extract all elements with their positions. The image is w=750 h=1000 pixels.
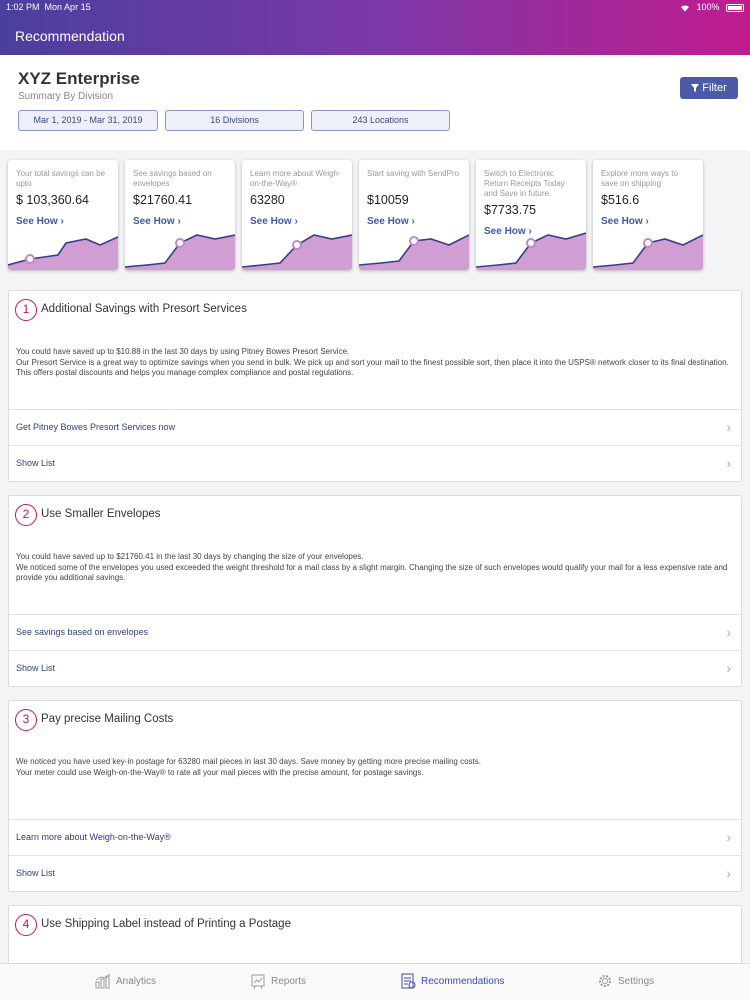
locations-pill[interactable]: 243 Locations	[311, 110, 450, 131]
section-number: 4	[15, 914, 37, 936]
card-description: Learn more about Weigh-on-the-Way®	[250, 169, 341, 188]
app-header	[0, 0, 750, 55]
status-date: Mon Apr 15	[44, 2, 91, 12]
see-how-link[interactable]: See How ›	[601, 216, 649, 227]
tab-label: Analytics	[116, 976, 157, 987]
recommendations-icon	[400, 973, 416, 989]
card-value: $21760.41	[133, 193, 193, 207]
page-title: Recommendation	[15, 28, 125, 44]
card-description: Start saving with SendPro	[367, 169, 460, 178]
section-title: Pay precise Mailing Costs	[41, 713, 174, 725]
section-body: We noticed you have used key-in postage for 63280 mail pieces in last 30 days. Save money by getting more precise mailing costs. Your meter could use Weigh-on-the-Way® to rate all your mail pieces with the precise amount, for postage savings.	[16, 757, 481, 777]
sparkline-chart	[476, 225, 586, 270]
recommendation-section	[8, 700, 742, 892]
section-title: Use Smaller Envelopes	[41, 508, 161, 520]
reports-icon	[250, 973, 266, 989]
action-label: Get Pitney Bowes Presort Services now	[16, 422, 176, 432]
wifi-icon	[680, 4, 690, 12]
date-range-pill[interactable]: Mar 1, 2019 - Mar 31, 2019	[18, 110, 158, 131]
sparkline-chart	[242, 225, 352, 270]
savings-card[interactable]	[359, 160, 469, 270]
chevron-right-icon: ›	[726, 829, 731, 845]
show-list-row[interactable]	[9, 855, 741, 891]
savings-card[interactable]	[476, 160, 586, 270]
sparkline-chart	[359, 225, 469, 270]
action-label: See savings based on envelopes	[16, 627, 149, 637]
section-body: You could have saved up to $10.88 in the last 30 days by using Pitney Bowes Presort Service. Our Presort Service is a great way to optimize savings when you send in bulk. We pick up and sort your mail to the finest possible sort, then place it into the USPS® network closer to its final destination. This offers postal discounts and helps you manage complex compliance and postal regulations.	[16, 347, 729, 377]
recommendation-section	[8, 290, 742, 482]
filter-button[interactable]	[680, 77, 738, 99]
card-value: $7733.75	[484, 203, 537, 217]
show-list-row[interactable]	[9, 445, 741, 481]
summary-panel	[0, 55, 750, 150]
section-title: Use Shipping Label instead of Printing a Postage	[41, 918, 291, 930]
see-how-link[interactable]: See How ›	[16, 216, 64, 227]
section-title: Additional Savings with Presort Services	[41, 303, 247, 315]
savings-card[interactable]	[125, 160, 235, 270]
card-description: Switch to Electronic Return Receipts Today and Save in future.	[484, 169, 565, 198]
card-value: 63280	[250, 193, 285, 207]
action-label: Learn more about Weigh-on-the-Way®	[16, 832, 171, 842]
filter-icon	[691, 84, 699, 92]
card-value: $10059	[367, 193, 409, 207]
company-name: XYZ Enterprise	[18, 69, 140, 88]
show-list-row[interactable]	[9, 650, 741, 686]
divisions-pill[interactable]: 16 Divisions	[165, 110, 304, 131]
savings-card[interactable]	[8, 160, 118, 270]
status-time: 1:02 PM	[6, 2, 40, 12]
card-description: Explore more ways to save on shipping	[601, 169, 678, 188]
sparkline-chart	[593, 225, 703, 270]
see-how-link[interactable]: See How ›	[484, 226, 532, 237]
see-how-link[interactable]: See How ›	[250, 216, 298, 227]
analytics-icon	[95, 973, 111, 989]
tab-label: Settings	[618, 976, 655, 987]
chevron-right-icon: ›	[726, 660, 731, 676]
recommendation-section	[8, 495, 742, 687]
chevron-right-icon: ›	[726, 624, 731, 640]
section-number: 3	[15, 709, 37, 731]
see-how-link[interactable]: See How ›	[133, 216, 181, 227]
section-action-row[interactable]	[9, 409, 741, 445]
filter-label: Filter	[702, 82, 727, 94]
section-body: You could have saved up to $21760.41 in the last 30 days by changing the size of your envelopes. We noticed some of the envelopes you used exceeded the weight threshold for a mail class by a slight margin. Changing the size of such envelopes would qualify your mail for a less expensive rate and provide you additional savings.	[16, 552, 728, 582]
card-description: See savings based on envelopes	[133, 169, 212, 188]
section-number: 2	[15, 504, 37, 526]
savings-card[interactable]	[593, 160, 703, 270]
see-how-link[interactable]: See How ›	[367, 216, 415, 227]
chevron-right-icon: ›	[726, 865, 731, 881]
section-action-row[interactable]	[9, 614, 741, 650]
savings-card[interactable]	[242, 160, 352, 270]
summary-subtitle: Summary By Division	[18, 91, 114, 102]
sparkline-chart	[8, 225, 118, 270]
show-list-label: Show List	[16, 663, 56, 673]
section-number: 1	[15, 299, 37, 321]
card-description: Your total savings can be upto	[16, 169, 106, 188]
battery-icon	[726, 4, 744, 12]
sparkline-chart	[125, 225, 235, 270]
gear-icon	[597, 973, 613, 989]
tab-label: Recommendations	[421, 976, 505, 987]
show-list-label: Show List	[16, 458, 56, 468]
tab-bar	[0, 963, 750, 1000]
tab-label: Reports	[271, 976, 307, 987]
chevron-right-icon: ›	[726, 455, 731, 471]
card-value: $ 103,360.64	[16, 193, 89, 207]
section-action-row[interactable]	[9, 819, 741, 855]
battery-percent: 100%	[696, 2, 720, 12]
card-value: $516.6	[601, 193, 640, 207]
chevron-right-icon: ›	[726, 419, 731, 435]
status-bar	[6, 2, 744, 14]
show-list-label: Show List	[16, 868, 56, 878]
